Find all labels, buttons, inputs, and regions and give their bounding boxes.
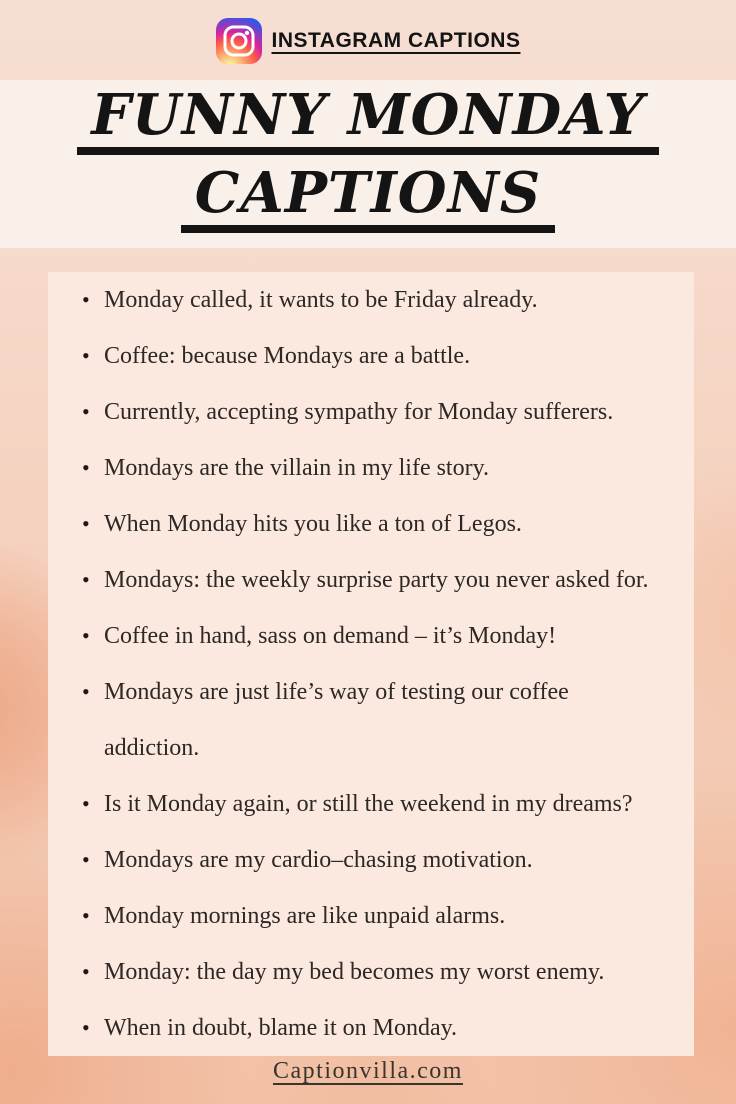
caption-item: • Is it Monday again, or still the weekend in my dreams? — [104, 776, 690, 832]
caption-item: • Mondays are just life’s way of testing our coffee addiction. — [104, 664, 664, 776]
caption-item: • Currently, accepting sympathy for Monday sufferers. — [104, 384, 690, 440]
footer — [0, 1058, 736, 1085]
header — [0, 14, 736, 68]
page-title-line1: FUNNY MONDAY — [77, 86, 659, 155]
captions-panel — [48, 272, 694, 1056]
instagram-icon[interactable] — [216, 18, 262, 64]
caption-item: • When in doubt, blame it on Monday. — [104, 1000, 690, 1056]
header-label[interactable]: INSTAGRAM CAPTIONS — [271, 29, 521, 52]
caption-item: • Monday called, it wants to be Friday already. — [104, 272, 690, 328]
caption-item: • Coffee in hand, sass on demand – it’s Monday! — [104, 608, 690, 664]
caption-item: • Monday: the day my bed becomes my worst enemy. — [104, 944, 690, 1000]
caption-item: • Monday mornings are like unpaid alarms. — [104, 888, 690, 944]
footer-site-link[interactable]: Captionvilla.com — [273, 1058, 463, 1084]
page-title-line2: CAPTIONS — [181, 164, 555, 233]
caption-item: • Mondays are my cardio–chasing motivation. — [104, 832, 690, 888]
caption-item: • Mondays are the villain in my life story. — [104, 440, 690, 496]
caption-item: • When Monday hits you like a ton of Legos. — [104, 496, 690, 552]
camera-glyph — [216, 18, 262, 64]
caption-item: • Mondays: the weekly surprise party you never asked for. — [104, 552, 690, 608]
caption-list — [48, 272, 694, 1056]
title-band — [0, 80, 736, 248]
caption-item: • Coffee: because Mondays are a battle. — [104, 328, 690, 384]
